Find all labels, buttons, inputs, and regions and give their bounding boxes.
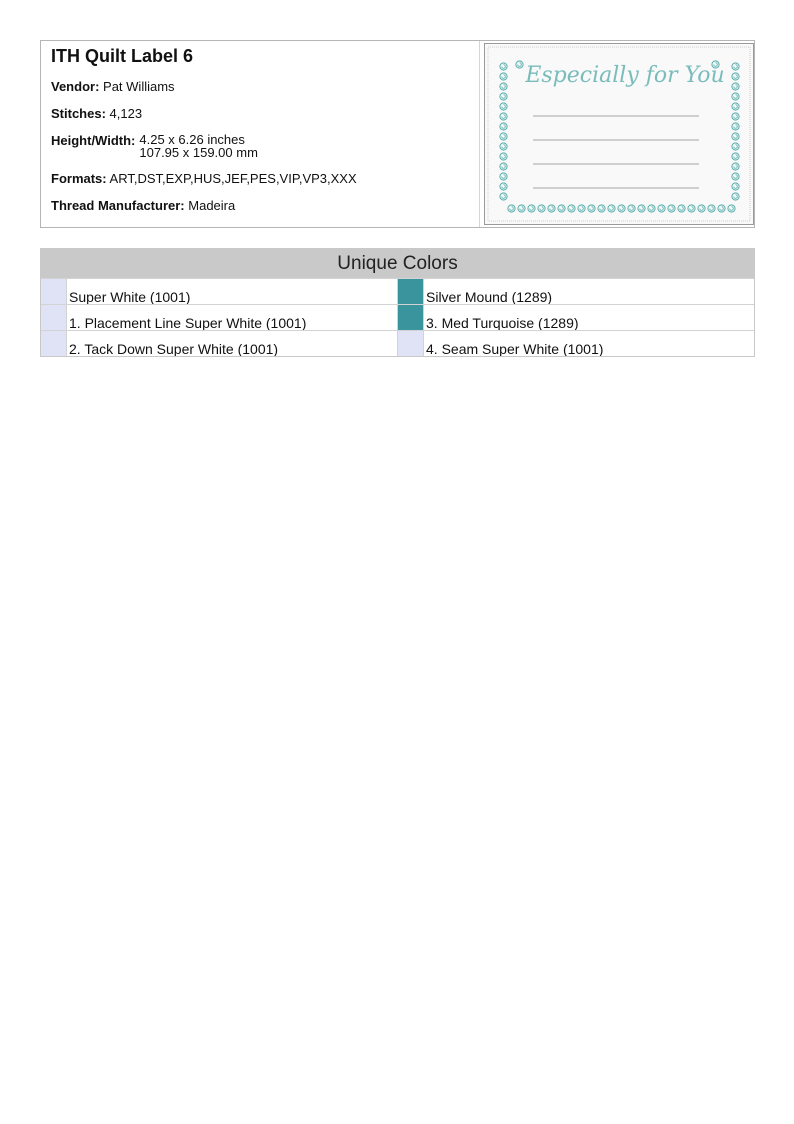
swirl-ornament xyxy=(732,153,739,160)
swirl-ornament xyxy=(578,205,585,212)
swirl-ornament xyxy=(500,93,507,100)
preview-cell xyxy=(479,41,756,227)
swirl-ornament xyxy=(732,73,739,80)
swirl-ornament xyxy=(658,205,665,212)
swirl-ornament xyxy=(648,205,655,212)
color-cell xyxy=(397,279,754,304)
swirl-ornament xyxy=(516,61,523,68)
swirl-ornament xyxy=(732,143,739,150)
swirl-ornament xyxy=(500,193,507,200)
swirl-ornament xyxy=(500,113,507,120)
color-swatch xyxy=(41,305,66,330)
unique-colors-header: Unique Colors xyxy=(41,249,754,278)
formats-value: ART,DST,EXP,HUS,JEF,PES,VIP,VP3,XXX xyxy=(109,171,357,186)
swirl-ornament xyxy=(558,205,565,212)
swirl-ornament xyxy=(668,205,675,212)
color-name: Silver Mound (1289) xyxy=(423,279,754,304)
color-name: 1. Placement Line Super White (1001) xyxy=(66,305,397,330)
vendor-label: Vendor: xyxy=(51,79,100,94)
swirl-ornament xyxy=(732,103,739,110)
size-row xyxy=(51,133,471,159)
color-name: 4. Seam Super White (1001) xyxy=(423,331,754,356)
swirl-ornament xyxy=(728,205,735,212)
swirl-ornament xyxy=(500,143,507,150)
color-cell xyxy=(41,305,397,330)
swirl-ornament xyxy=(500,153,507,160)
swirl-ornament xyxy=(568,205,575,212)
swirl-ornament xyxy=(638,205,645,212)
thread-label: Thread Manufacturer: xyxy=(51,198,185,213)
swirl-ornament xyxy=(500,133,507,140)
swirl-ornament xyxy=(732,83,739,90)
swirl-ornament xyxy=(732,63,739,70)
color-cell xyxy=(41,279,397,304)
stitches-row xyxy=(51,106,471,121)
swirl-ornament xyxy=(678,205,685,212)
color-row xyxy=(41,330,754,356)
size-label: Height/Width: xyxy=(51,133,136,148)
swirl-ornament xyxy=(500,173,507,180)
design-info-box xyxy=(40,40,755,228)
swirl-ornament xyxy=(508,205,515,212)
swirl-ornament xyxy=(732,113,739,120)
swirl-ornament xyxy=(708,205,715,212)
color-swatch xyxy=(41,331,66,356)
unique-colors-table xyxy=(40,248,755,357)
swirl-ornament xyxy=(688,205,695,212)
color-swatch xyxy=(398,279,423,304)
preview-text: Especially for You xyxy=(525,63,725,88)
color-swatch xyxy=(398,331,423,356)
color-name: Super White (1001) xyxy=(66,279,397,304)
stitches-value: 4,123 xyxy=(109,106,143,121)
size-inches: 4.25 x 6.26 inches xyxy=(139,132,245,147)
swirl-ornament xyxy=(732,133,739,140)
swirl-ornament xyxy=(618,205,625,212)
swirl-ornament xyxy=(732,183,739,190)
swirl-ornament xyxy=(528,205,535,212)
swirl-ornament xyxy=(732,173,739,180)
swirl-ornament xyxy=(608,205,615,212)
color-name: 2. Tack Down Super White (1001) xyxy=(66,331,397,356)
color-row xyxy=(41,278,754,304)
swirl-ornament xyxy=(500,123,507,130)
swirl-ornament xyxy=(500,63,507,70)
stitches-label: Stitches: xyxy=(51,106,106,121)
swirl-ornament xyxy=(538,205,545,212)
swirl-ornament xyxy=(628,205,635,212)
thread-row xyxy=(51,198,471,213)
swirl-ornament xyxy=(518,205,525,212)
swirl-ornament xyxy=(732,123,739,130)
color-swatch xyxy=(398,305,423,330)
swirl-ornament xyxy=(698,205,705,212)
design-preview-image xyxy=(484,43,754,225)
swirl-ornament xyxy=(598,205,605,212)
size-mm: 107.95 x 159.00 mm xyxy=(139,145,258,160)
quilt-label-art xyxy=(485,44,753,224)
color-row xyxy=(41,304,754,330)
color-name: 3. Med Turquoise (1289) xyxy=(423,305,754,330)
swirl-ornament xyxy=(500,83,507,90)
color-cell xyxy=(41,331,397,356)
design-details xyxy=(51,45,471,225)
formats-label: Formats: xyxy=(51,171,107,186)
swirl-ornament xyxy=(718,205,725,212)
swirl-ornament xyxy=(500,183,507,190)
vendor-row xyxy=(51,79,471,94)
color-cell xyxy=(397,331,754,356)
vendor-value: Pat Williams xyxy=(103,79,175,94)
swirl-ornament xyxy=(588,205,595,212)
swirl-ornament xyxy=(548,205,555,212)
swirl-ornament xyxy=(732,93,739,100)
swirl-ornament xyxy=(732,193,739,200)
design-title: ITH Quilt Label 6 xyxy=(51,46,194,66)
swirl-ornament xyxy=(500,103,507,110)
swirl-ornament xyxy=(732,163,739,170)
color-cell xyxy=(397,305,754,330)
thread-value: Madeira xyxy=(188,198,236,213)
formats-row xyxy=(51,171,471,186)
color-swatch xyxy=(41,279,66,304)
swirl-ornament xyxy=(500,73,507,80)
swirl-ornament xyxy=(500,163,507,170)
